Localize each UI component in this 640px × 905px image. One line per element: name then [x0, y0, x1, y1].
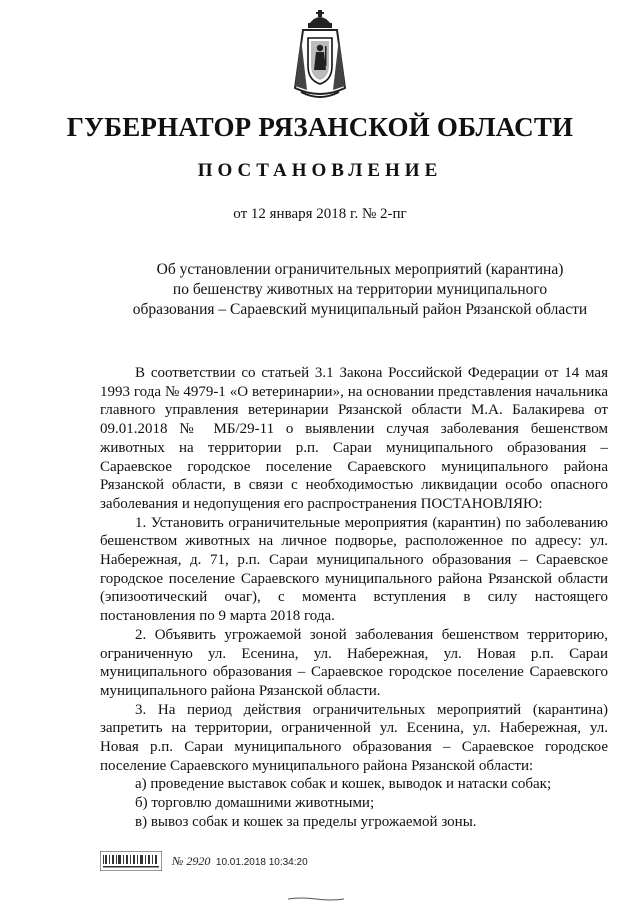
- registration-footer: [100, 850, 308, 872]
- clause-3a: а) проведение выставок собак и кошек, выводок и натаски собак;: [135, 776, 552, 793]
- barcode-icon: [100, 851, 162, 871]
- clause-2: 2. Объявить угрожаемой зоной заболевания бешенством территорию, ограниченную ул. Есенина, ул. Набережная, ул. Новая р.п. Сараи муниципального образования – Сараевское городское поселение Сараевского муниципального района Рязанской области.: [100, 626, 608, 699]
- subject-line: Об установлении ограничительных мероприятий (карантина): [156, 261, 564, 278]
- issuer-heading: ГУБЕРНАТОР РЯЗАНСКОЙ ОБЛАСТИ: [66, 112, 574, 142]
- registration-number: № 2920: [172, 853, 211, 868]
- document-type: ПОСТАНОВЛЕНИЕ: [197, 160, 443, 181]
- page-edge-mark: [286, 896, 346, 902]
- clause-1: 1. Установить ограничительные мероприятия (карантин) по заболеванию бешенством животных на личное подворье, расположенное по адресу: ул. Набережная, д. 71, р.п. Сараи муниципального образования – Сараевское городское поселение Сараевского муниципального района Рязанской области (эпизоотический очаг), с момента вступления в силу настоящего постановления по 9 марта 2018 года.: [100, 514, 608, 625]
- document-date-number: от 12 января 2018 г. № 2-пг: [233, 206, 407, 222]
- document-subject: [95, 260, 625, 320]
- coat-of-arms-icon: [289, 8, 351, 104]
- document-body: [100, 364, 608, 832]
- subject-line: образования – Сараевский муниципальный район Рязанской области: [132, 301, 588, 318]
- registration-timestamp: 10.01.2018 10:34:20: [215, 856, 308, 868]
- preamble-paragraph: В соответствии со статьей 3.1 Закона Российской Федерации от 14 мая 1993 года № 4979-1 «О ветеринарии», на основании представления начальника главного управления ветеринарии Рязанской области М.А. Балакирева от 09.01.2018 № МБ/29-11 о выявлении случая заболевания бешенством животных на территории р.п. Сараи муниципального образования – Сараевское городское поселение Сараевского муниципального района Рязанской области, в связи с необходимостью ликвидации особо опасного заболевания и недопущения его распространения ПОСТАНОВЛЯЮ:: [100, 365, 608, 512]
- clause-3b: б) торговлю домашними животными;: [135, 795, 375, 812]
- clause-3: 3. На период действия ограничительных мероприятий (карантина) запретить на территории, ограниченной ул. Есенина, ул. Набережная, ул. Новая р.п. Сараи муниципального образования – Сараевское городское поселение Сараевского муниципального района Рязанской области:: [100, 701, 608, 774]
- clause-3c: в) вывоз собак и кошек за пределы угрожаемой зоны.: [135, 813, 477, 830]
- subject-line: по бешенству животных на территории муниципального: [172, 281, 548, 298]
- registration-stamp: [172, 854, 308, 869]
